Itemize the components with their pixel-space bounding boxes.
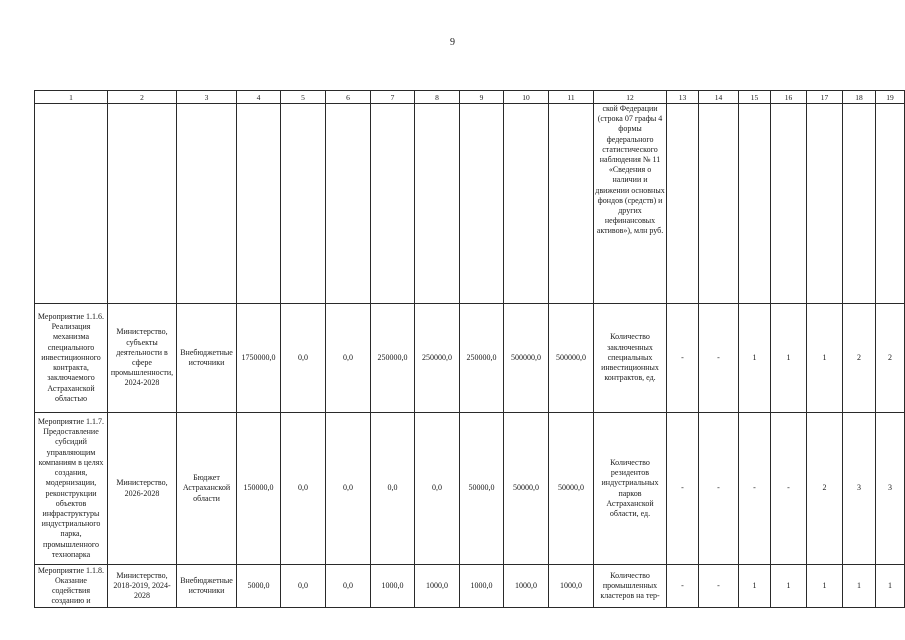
col-header-8: 8	[415, 91, 460, 104]
empty-cell	[371, 104, 415, 304]
indicator-cell	[594, 304, 667, 413]
amount-cell: 250000,0	[460, 304, 504, 413]
indicator-text: Количество резидентов индустриальных парков Астраханской области, ед.	[601, 457, 659, 518]
event-name: Мероприятие 1.1.7. Предоставление субсидий управляющим компаниям в целях создания, модернизации, реконструкции объектов инфраструктуры индустриального парка, промышленного технопарка	[37, 417, 105, 559]
executor-cell	[108, 304, 177, 413]
executor-cell	[108, 565, 177, 608]
table-row	[35, 565, 905, 608]
indicator-value: 1	[807, 565, 843, 608]
program-table	[34, 90, 905, 608]
continued-indicator-text: ской Федерации (строка 07 графы 4 формы федерального статистического наблюдения № 11 «Сведения о наличии и движении основных фондов (средств) и других нефинансовых активов»), млн руб.	[595, 104, 665, 236]
continuation-row	[35, 104, 905, 304]
empty-cell	[739, 104, 771, 304]
amount-total: 150000,0	[237, 413, 281, 565]
col-header-11: 11	[549, 91, 594, 104]
amount-cell: 0,0	[415, 413, 460, 565]
indicator-value: 1	[739, 304, 771, 413]
col-header-17: 17	[807, 91, 843, 104]
table-row	[35, 304, 905, 413]
event-cell	[35, 413, 108, 565]
executor-text: Министерство, субъекты деятельности в сфере промышленности, 2024-2028	[110, 327, 174, 388]
empty-cell	[460, 104, 504, 304]
col-header-6: 6	[326, 91, 371, 104]
empty-cell	[237, 104, 281, 304]
indicator-value: 1	[739, 565, 771, 608]
empty-cell	[549, 104, 594, 304]
amount-cell: 0,0	[281, 304, 326, 413]
executor-text: Министерство, 2018-2019, 2024-2028	[113, 570, 171, 601]
indicator-text: Количество заключенных специальных инвестиционных контрактов, ед.	[601, 332, 659, 383]
funding-source-cell	[177, 304, 237, 413]
indicator-value: 1	[843, 565, 876, 608]
col-header-14: 14	[699, 91, 739, 104]
amount-cell: 250000,0	[371, 304, 415, 413]
col-header-1: 1	[35, 91, 108, 104]
col-header-9: 9	[460, 91, 504, 104]
amount-cell: 0,0	[326, 304, 371, 413]
indicator-value: 1	[876, 565, 905, 608]
funding-source-cell	[177, 565, 237, 608]
amount-cell: 500000,0	[504, 304, 549, 413]
amount-cell: 0,0	[326, 413, 371, 565]
event-cell	[35, 565, 108, 608]
empty-cell	[35, 104, 108, 304]
indicator-value: 3	[876, 413, 905, 565]
amount-cell: 1000,0	[371, 565, 415, 608]
indicator-value: -	[667, 413, 699, 565]
indicator-text: Количество промышленных кластеров на тер-	[600, 570, 660, 601]
amount-cell: 1000,0	[504, 565, 549, 608]
continued-indicator-cell	[594, 104, 667, 304]
col-header-3: 3	[177, 91, 237, 104]
empty-cell	[807, 104, 843, 304]
indicator-value: 2	[876, 304, 905, 413]
empty-cell	[876, 104, 905, 304]
indicator-value: -	[667, 565, 699, 608]
funding-source: Внебюджетные источники	[180, 347, 233, 367]
indicator-cell	[594, 565, 667, 608]
empty-cell	[177, 104, 237, 304]
amount-cell: 0,0	[281, 565, 326, 608]
empty-cell	[667, 104, 699, 304]
empty-cell	[415, 104, 460, 304]
col-header-16: 16	[771, 91, 807, 104]
amount-cell: 50000,0	[504, 413, 549, 565]
amount-cell: 1000,0	[415, 565, 460, 608]
empty-cell	[699, 104, 739, 304]
amount-cell: 0,0	[326, 565, 371, 608]
empty-cell	[281, 104, 326, 304]
funding-source: Внебюджетные источники	[180, 575, 233, 595]
amount-total: 5000,0	[237, 565, 281, 608]
empty-cell	[504, 104, 549, 304]
amount-cell: 0,0	[371, 413, 415, 565]
amount-cell: 250000,0	[415, 304, 460, 413]
amount-cell: 500000,0	[549, 304, 594, 413]
indicator-value: 1	[807, 304, 843, 413]
amount-cell: 50000,0	[460, 413, 504, 565]
indicator-value: -	[771, 413, 807, 565]
indicator-value: -	[699, 565, 739, 608]
col-header-19: 19	[876, 91, 905, 104]
col-header-18: 18	[843, 91, 876, 104]
indicator-value: 1	[771, 304, 807, 413]
funding-source: Бюджет Астраханской области	[182, 473, 231, 503]
amount-cell: 50000,0	[549, 413, 594, 565]
col-header-13: 13	[667, 91, 699, 104]
event-name: Мероприятие 1.1.8. Оказание содействия созданию и	[37, 565, 105, 606]
col-header-7: 7	[371, 91, 415, 104]
col-header-15: 15	[739, 91, 771, 104]
table-row	[35, 413, 905, 565]
page-number: 9	[450, 37, 455, 48]
amount-cell: 0,0	[281, 413, 326, 565]
empty-cell	[326, 104, 371, 304]
indicator-value: 2	[807, 413, 843, 565]
indicator-value: -	[699, 304, 739, 413]
col-header-10: 10	[504, 91, 549, 104]
empty-cell	[108, 104, 177, 304]
amount-total: 1750000,0	[237, 304, 281, 413]
indicator-value: 1	[771, 565, 807, 608]
indicator-value: -	[667, 304, 699, 413]
indicator-value: -	[739, 413, 771, 565]
col-header-12: 12	[594, 91, 667, 104]
col-header-2: 2	[108, 91, 177, 104]
amount-cell: 1000,0	[460, 565, 504, 608]
indicator-value: -	[699, 413, 739, 565]
indicator-cell	[594, 413, 667, 565]
indicator-value: 2	[843, 304, 876, 413]
executor-cell	[108, 413, 177, 565]
column-number-row	[35, 91, 905, 104]
amount-cell: 1000,0	[549, 565, 594, 608]
indicator-value: 3	[843, 413, 876, 565]
event-cell	[35, 304, 108, 413]
executor-text: Министерство, 2026-2028	[116, 478, 168, 498]
empty-cell	[771, 104, 807, 304]
col-header-4: 4	[237, 91, 281, 104]
funding-source-cell	[177, 413, 237, 565]
col-header-5: 5	[281, 91, 326, 104]
empty-cell	[843, 104, 876, 304]
event-name: Мероприятие 1.1.6. Реализация механизма специального инвестиционного контракта, заключаемого Астраханской областью	[37, 312, 105, 403]
